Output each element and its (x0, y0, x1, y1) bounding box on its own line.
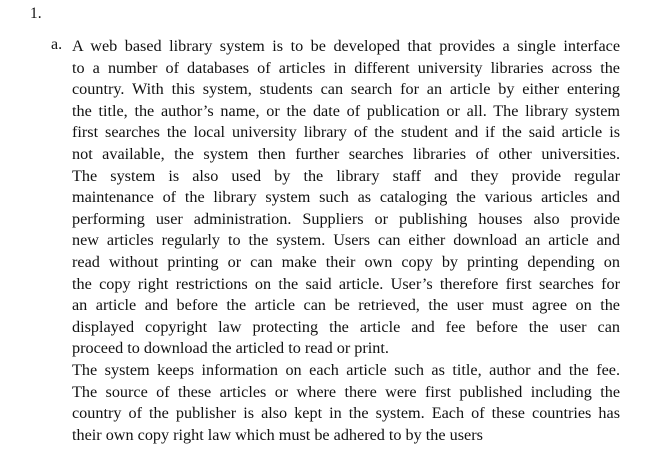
item-label: a. (51, 36, 63, 53)
text-line: first searches the local university library of the student and if the said article is (72, 123, 620, 142)
text-line: The system keeps information on each article such as title, author and the fee. (72, 360, 620, 379)
text-line: proceed to download the articled to read or print. (72, 339, 389, 358)
text-line: country of the publisher is also kept in the system. Each of these countries has (72, 404, 620, 423)
text-line: the title, the author’s name, or the date of publication or all. The library system (72, 101, 620, 120)
text-line: displayed copyright law protecting the article and fee before the user can (72, 317, 620, 336)
text-line: new articles regularly to the system. Users can either download an article and (72, 231, 620, 250)
text-line: an article and before the article can be retrieved, the user must agree on the (72, 296, 620, 315)
text-line: the copy right restrictions on the said article. User’s therefore first searches for (72, 274, 620, 293)
text-line: country. With this system, students can search for an article by either entering (72, 80, 620, 99)
text-line: The source of these articles or where there were first published including the (72, 382, 620, 401)
text-line: The system is also used by the library staff and they provide regular (72, 166, 620, 185)
text-line: A web based library system is to be developed that provides a single interface (72, 37, 620, 55)
question-body (72, 36, 620, 446)
text-line: performing user administration. Suppliers or publishing houses also provide (72, 209, 620, 228)
question-number: 1. (30, 5, 42, 22)
text-line: not available, the system then further searches libraries of other universities. (72, 144, 620, 163)
text-line: read without printing or can make their own copy by printing depending on (72, 252, 620, 271)
text-line: their own copy right law which must be adhered to by the users (72, 425, 483, 444)
text-line: to a number of databases of articles in different university libraries across the (72, 58, 620, 77)
text-line: maintenance of the library system such as cataloging the various articles and (72, 188, 620, 207)
